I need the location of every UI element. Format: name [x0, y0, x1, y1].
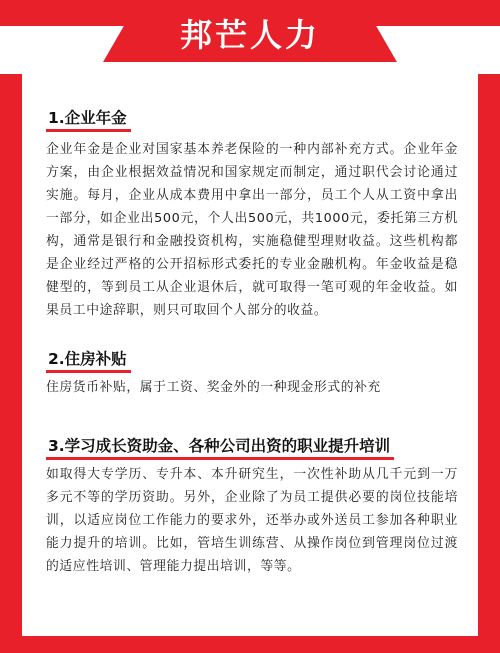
section-body-enterprise-annuity: 企业年金是企业对国家基本养老保险的一种内部补充方式。企业年金方案，由企业根据效益情况和国家规定而制定，通过职代会讨论通过实施。每月，企业从成本费用中拿出一部分，员工个人从工资中拿出一部分，如企业出500元，个人出500元，共1000元，委托第三方机构，通常是银行和金融投资机构，实施稳健型理财收益。这些机构都是企业经过严格的公开招标形式委托的专业金融机构。年金收益是稳健型的，等到员工从企业退休后，就可取得一笔可观的年金收益。如果员工中途辞职，则只可取回个人部分的收益。 [46, 142, 458, 318]
section-heading-enterprise-annuity: 1.企业年金 [46, 106, 131, 132]
section-heading-housing-subsidy: 2.住房补贴 [46, 347, 131, 373]
section-heading-training: 3.学习成长资助金、各种公司出资的职业提升培训 [46, 434, 394, 460]
page-title: 邦芒人力 [179, 16, 320, 54]
section-body-housing-subsidy: 住房货币补贴，属于工资、奖金外的一种现金形式的补充 [46, 380, 381, 395]
content-card [22, 62, 478, 636]
section-body-training: 如取得大专学历、专升本、本升研究生，一次性补助从几千元到一万多元不等的学历资助。另外，企业除了为员工提供必要的岗位技能培训，以适应岗位工作能力的要求外，还举办或外送员工参加各种职业能力提升的培训。比如，管培生训练营、从操作岗位到管理岗位过渡的适应性培训、管理能力提出培训，等等。 [46, 467, 458, 574]
